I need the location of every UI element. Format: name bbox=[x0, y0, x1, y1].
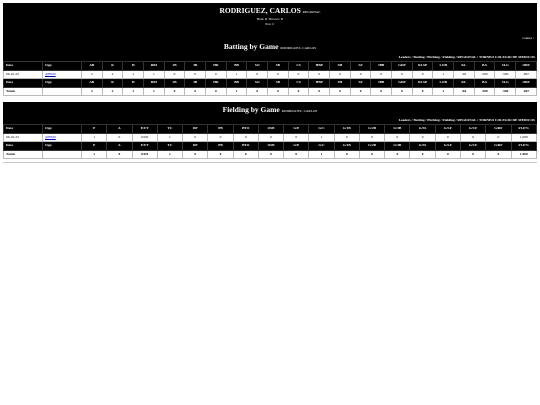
col-header: R bbox=[102, 79, 123, 88]
cell: .0d bbox=[454, 70, 475, 79]
col-header: RBI bbox=[144, 79, 165, 88]
col-header: Date bbox=[4, 142, 43, 151]
cell: 0 bbox=[206, 87, 227, 96]
cell: 0 bbox=[410, 150, 435, 159]
cell: 0 bbox=[107, 150, 132, 159]
col-header: BB bbox=[226, 62, 247, 71]
col-header: P bbox=[82, 142, 107, 151]
col-header: Date bbox=[4, 62, 43, 71]
col-header: SF bbox=[350, 62, 371, 71]
cell: .500 bbox=[495, 87, 516, 96]
opponent-link[interactable]: @BSM bbox=[45, 134, 56, 139]
cell: 1 bbox=[157, 133, 182, 142]
col-header: SH bbox=[330, 79, 351, 88]
batting-totals-row bbox=[4, 87, 537, 96]
cell: 0 bbox=[334, 150, 359, 159]
col-header: LOB bbox=[433, 79, 454, 88]
col-header: BA bbox=[474, 62, 495, 71]
cell: 0 bbox=[410, 133, 435, 142]
cell: 0 bbox=[208, 133, 233, 142]
page bbox=[3, 3, 537, 163]
fielding-row bbox=[4, 133, 537, 142]
batting-row bbox=[4, 70, 537, 79]
cell: 0 bbox=[309, 87, 330, 96]
cell bbox=[43, 150, 82, 159]
col-header: G/SS bbox=[410, 125, 435, 134]
player-header bbox=[3, 3, 537, 61]
col-header: Opp bbox=[43, 125, 82, 134]
col-header: Opp bbox=[43, 142, 82, 151]
cell: 0/0/0 bbox=[132, 150, 157, 159]
col-header: SB bbox=[268, 62, 289, 71]
col-header: Date bbox=[4, 125, 43, 134]
col-header: G/RF bbox=[486, 142, 511, 151]
cell: 2 bbox=[102, 87, 123, 96]
col-header: Opp bbox=[43, 62, 82, 71]
col-header: SO bbox=[247, 79, 268, 88]
col-header: G/LF bbox=[435, 125, 460, 134]
cell: 0 bbox=[334, 133, 359, 142]
cell: .667 bbox=[516, 87, 537, 96]
cell: 1.000 bbox=[511, 133, 536, 142]
cell: 1 bbox=[433, 70, 454, 79]
col-header: G/1B bbox=[334, 125, 359, 134]
col-header: OSB bbox=[258, 125, 283, 134]
cell: 0 bbox=[183, 133, 208, 142]
col-header: FLD% bbox=[511, 142, 536, 151]
cell: Totals bbox=[4, 87, 43, 96]
cell: 0 bbox=[385, 133, 410, 142]
cell: 0 bbox=[247, 87, 268, 96]
cell: 1 bbox=[309, 150, 334, 159]
col-header: AB bbox=[82, 62, 103, 71]
col-header: RLSP bbox=[412, 79, 433, 88]
col-header: 2B bbox=[164, 62, 185, 71]
cell: 1.000 bbox=[511, 150, 536, 159]
cell: 1 bbox=[309, 133, 334, 142]
cell: 0 bbox=[233, 133, 258, 142]
cell: 0 bbox=[359, 133, 384, 142]
cell: 0 bbox=[288, 70, 309, 79]
col-header: P bbox=[82, 125, 107, 134]
cell: 0 bbox=[268, 87, 289, 96]
cell: 2 bbox=[82, 87, 103, 96]
col-header: 3B bbox=[185, 79, 206, 88]
col-header: SH bbox=[330, 62, 351, 71]
cell bbox=[43, 133, 82, 142]
col-header: DP bbox=[183, 142, 208, 151]
col-header: E/FT bbox=[132, 125, 157, 134]
col-header: OSB bbox=[258, 142, 283, 151]
col-header: KL bbox=[454, 62, 475, 71]
col-header: GDP bbox=[392, 79, 413, 88]
cell: 0 bbox=[435, 133, 460, 142]
cell: 1 bbox=[123, 70, 144, 79]
cell: 0 bbox=[288, 87, 309, 96]
cell: .500 bbox=[495, 70, 516, 79]
col-header: IBB bbox=[371, 79, 392, 88]
bats-throws: Bats: R Throws: R bbox=[256, 17, 284, 21]
col-header: SO bbox=[247, 62, 268, 71]
col-header: A bbox=[107, 142, 132, 151]
col-header: PB bbox=[208, 142, 233, 151]
col-header: E/FT bbox=[132, 142, 157, 151]
col-header: IBB bbox=[371, 62, 392, 71]
cell: 0 bbox=[183, 150, 208, 159]
cell: 0 bbox=[185, 87, 206, 96]
cell: 0 bbox=[330, 87, 351, 96]
cell: 0 bbox=[350, 70, 371, 79]
batting-title-row bbox=[3, 42, 537, 54]
cell: 0 bbox=[247, 70, 268, 79]
cell: 0 bbox=[284, 150, 309, 159]
cell: 1 bbox=[226, 87, 247, 96]
col-header: FLD% bbox=[511, 125, 536, 134]
col-header: CS bbox=[288, 79, 309, 88]
cell: 1 bbox=[82, 133, 107, 142]
col-header: PB bbox=[208, 125, 233, 134]
col-header: HR bbox=[206, 62, 227, 71]
col-header: TC bbox=[157, 125, 182, 134]
cell: 0 bbox=[350, 87, 371, 96]
cell: 1 bbox=[123, 87, 144, 96]
cell: 0 bbox=[107, 133, 132, 142]
col-header: BB bbox=[226, 79, 247, 88]
cell: 0 bbox=[435, 150, 460, 159]
cell: 0 bbox=[371, 70, 392, 79]
col-header: Date bbox=[4, 79, 43, 88]
col-header: SLG bbox=[495, 79, 516, 88]
games-link[interactable]: Games / bbox=[522, 36, 534, 40]
batting-table bbox=[3, 61, 537, 96]
nav-links[interactable]: Leaders / Batting / Pitching / Fielding / REGIONAL / TORNEO COLEGIO DE MEDICOS bbox=[398, 55, 535, 59]
cell: 06-16-22 bbox=[4, 70, 43, 79]
fielding-nav-links[interactable]: Leaders / Batting / Pitching / Fielding / REGIONAL / TORNEO COLEGIO DE MEDICOS bbox=[398, 118, 535, 122]
cell: 0 bbox=[284, 133, 309, 142]
cell: 2 bbox=[82, 70, 103, 79]
cell bbox=[43, 70, 82, 79]
col-header: G/LF bbox=[435, 142, 460, 151]
cell: 1 bbox=[144, 87, 165, 96]
batting-header-row bbox=[4, 79, 537, 88]
col-header: HR bbox=[206, 79, 227, 88]
cell: 1 bbox=[82, 150, 107, 159]
col-header: G/1B bbox=[334, 142, 359, 151]
col-header: R bbox=[102, 62, 123, 71]
cell: 0 bbox=[309, 70, 330, 79]
col-header: G/P bbox=[284, 125, 309, 134]
col-header: RBI bbox=[144, 62, 165, 71]
col-header: G/SS bbox=[410, 142, 435, 151]
col-header: CS bbox=[288, 62, 309, 71]
fielding-table bbox=[3, 124, 537, 159]
col-header: 3B bbox=[185, 62, 206, 71]
cell: 1 bbox=[157, 150, 182, 159]
col-header: G/2B bbox=[359, 142, 384, 151]
cell: 1 bbox=[433, 87, 454, 96]
col-header: SLG bbox=[495, 62, 516, 71]
col-header: GDP bbox=[392, 62, 413, 71]
cell: 2 bbox=[102, 70, 123, 79]
cell: 0 bbox=[164, 87, 185, 96]
divider bbox=[3, 162, 537, 163]
col-header: HBP bbox=[309, 79, 330, 88]
player-tag: REGIONAL bbox=[302, 10, 321, 14]
position: Pos: C bbox=[265, 21, 275, 26]
cell: 0 bbox=[258, 150, 283, 159]
cell: 0 bbox=[385, 150, 410, 159]
cell: 0/0/0 bbox=[132, 133, 157, 142]
fielding-totals-row bbox=[4, 150, 537, 159]
cell: 0 bbox=[206, 70, 227, 79]
cell: 0 bbox=[208, 150, 233, 159]
col-header: DP bbox=[183, 125, 208, 134]
cell: .667 bbox=[516, 70, 537, 79]
col-header: G/3B bbox=[385, 142, 410, 151]
cell: .500 bbox=[474, 87, 495, 96]
col-header: SB bbox=[268, 79, 289, 88]
col-header: G/3B bbox=[385, 125, 410, 134]
col-header: G/RF bbox=[486, 125, 511, 134]
col-header: KL bbox=[454, 79, 475, 88]
cell: 1 bbox=[144, 70, 165, 79]
player-name: RODRIGUEZ, CARLOS bbox=[219, 6, 301, 15]
col-header: 2B bbox=[164, 79, 185, 88]
cell: 0 bbox=[164, 70, 185, 79]
cell: 0 bbox=[412, 70, 433, 79]
cell: 0 bbox=[258, 133, 283, 142]
cell: 0 bbox=[392, 70, 413, 79]
col-header: BTO bbox=[233, 125, 258, 134]
cell: 0 bbox=[268, 70, 289, 79]
cell: 0 bbox=[392, 87, 413, 96]
col-header: TC bbox=[157, 142, 182, 151]
col-header: H bbox=[123, 79, 144, 88]
col-header: SF bbox=[350, 79, 371, 88]
cell: 0 bbox=[359, 150, 384, 159]
cell: 0 bbox=[460, 133, 485, 142]
col-header: OBP bbox=[516, 79, 537, 88]
fielding-title: Fielding by Game bbox=[222, 105, 280, 114]
fielding-header bbox=[3, 102, 537, 124]
cell: 0 bbox=[371, 87, 392, 96]
col-header: AB bbox=[82, 79, 103, 88]
cell: 06-16-22 bbox=[4, 133, 43, 142]
col-header: G/C bbox=[309, 125, 334, 134]
cell: .0d bbox=[454, 87, 475, 96]
cell: Totals bbox=[4, 150, 43, 159]
col-header: G/2B bbox=[359, 125, 384, 134]
cell: .500 bbox=[474, 70, 495, 79]
cell: 0 bbox=[460, 150, 485, 159]
col-header: RLSP bbox=[412, 62, 433, 71]
cell bbox=[43, 87, 82, 96]
col-header: Opp bbox=[43, 79, 82, 88]
fielding-title-row bbox=[3, 102, 537, 117]
col-header: G/P bbox=[284, 142, 309, 151]
batting-subtitle: RODRIGUEZ, CARLOS bbox=[280, 46, 317, 50]
col-header: BTO bbox=[233, 142, 258, 151]
cell: 0 bbox=[486, 150, 511, 159]
cell: 0 bbox=[412, 87, 433, 96]
col-header: A bbox=[107, 125, 132, 134]
col-header: BA bbox=[474, 79, 495, 88]
batting-header-row bbox=[4, 62, 537, 71]
fielding-subtitle: RODRIGUEZ, CARLOS bbox=[281, 109, 318, 113]
fielding-header-row bbox=[4, 125, 537, 134]
opponent-link[interactable]: @BSM bbox=[45, 71, 56, 76]
col-header: OBP bbox=[516, 62, 537, 71]
col-header: G/C bbox=[309, 142, 334, 151]
cell: 0 bbox=[330, 70, 351, 79]
cell: 1 bbox=[226, 70, 247, 79]
cell: 0 bbox=[233, 150, 258, 159]
col-header: G/CF bbox=[460, 125, 485, 134]
cell: 0 bbox=[486, 133, 511, 142]
cell: 0 bbox=[185, 70, 206, 79]
col-header: G/CF bbox=[460, 142, 485, 151]
col-header: H bbox=[123, 62, 144, 71]
col-header: LOB bbox=[433, 62, 454, 71]
batting-title: Batting by Game bbox=[223, 42, 279, 51]
fielding-header-row bbox=[4, 142, 537, 151]
col-header: HBP bbox=[309, 62, 330, 71]
